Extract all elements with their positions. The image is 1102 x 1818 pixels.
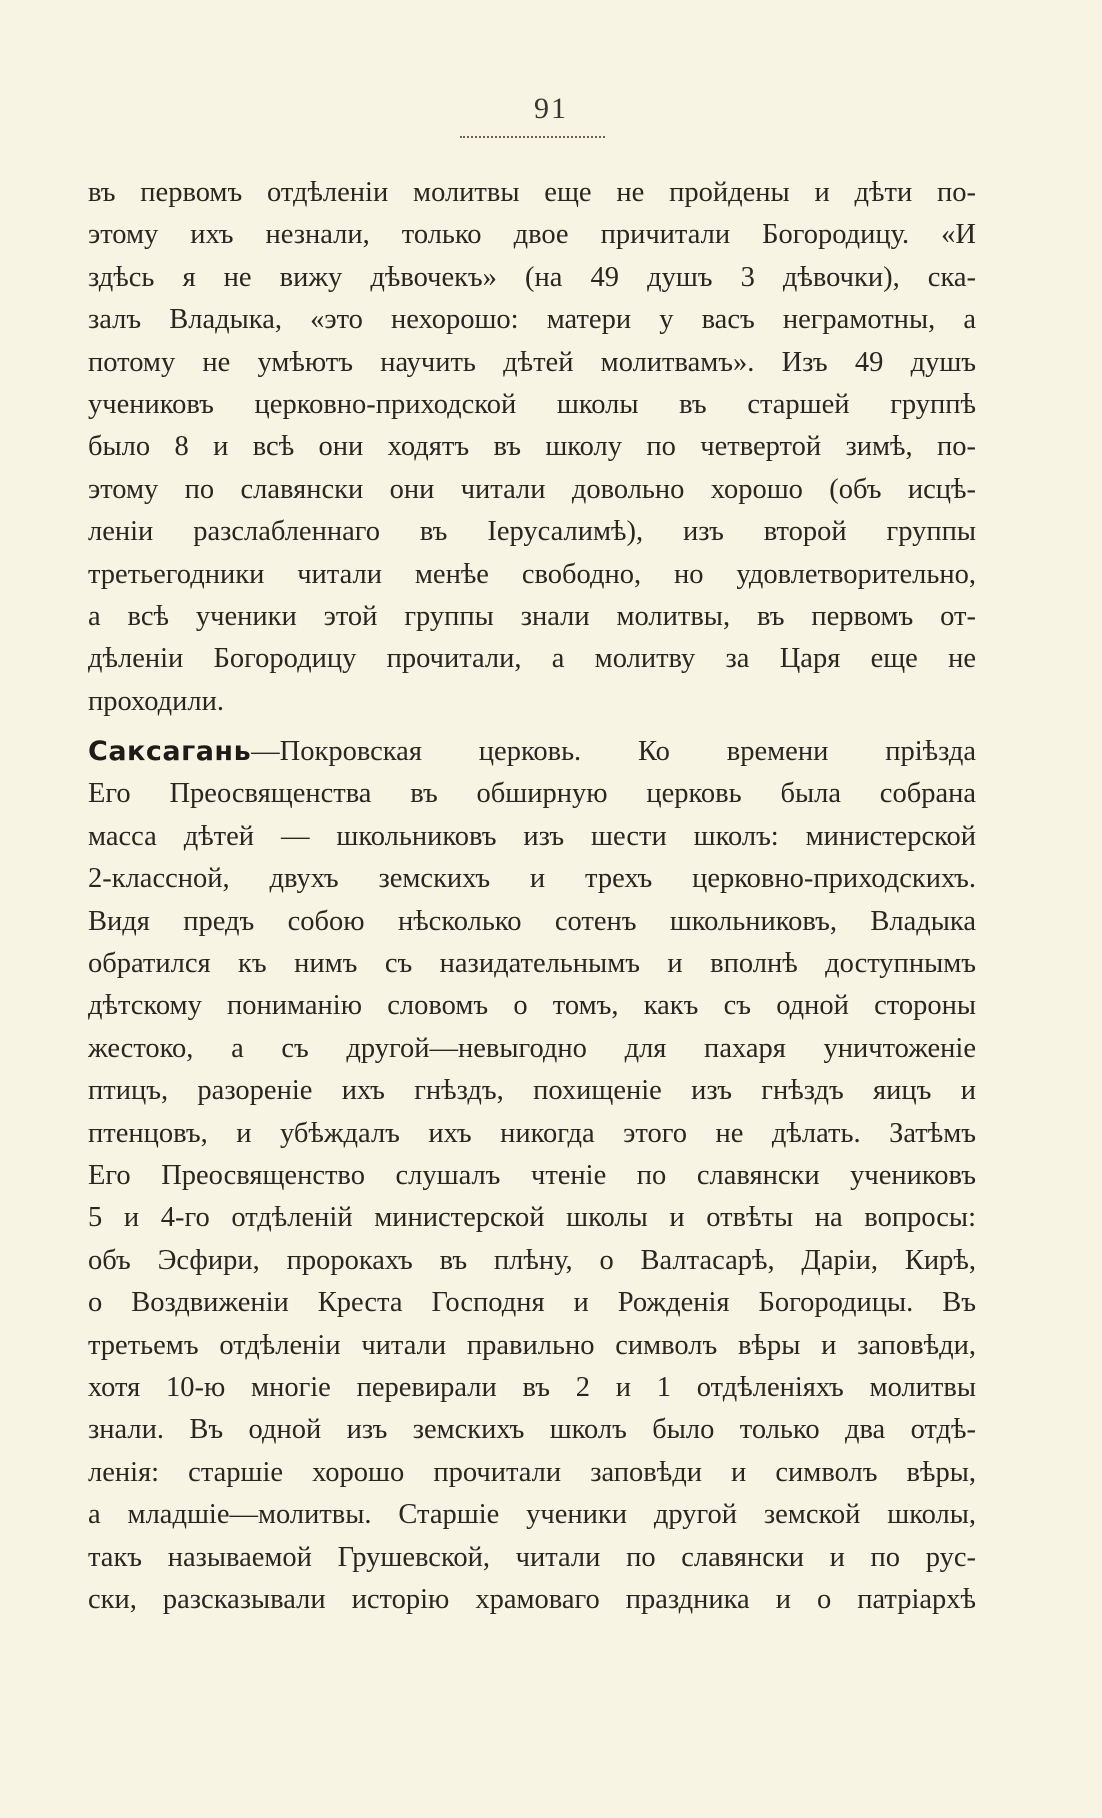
- text-line: а младшіе—молитвы. Старшіе ученики другой земской школы,: [88, 1499, 976, 1531]
- text-line: Его Преосвященства въ обширную церковь была собрана: [88, 778, 976, 810]
- text-line: дѣленіи Богородицу прочитали, а молитву за Царя еще не: [88, 643, 976, 675]
- text-line: ски, разсказывали исторію храмоваго праздника и о патріархѣ: [88, 1583, 976, 1615]
- text-line: такъ называемой Грушевской, читали по славянски и по рус-: [88, 1541, 976, 1573]
- text-line: а всѣ ученики этой группы знали молитвы, въ первомъ от-: [88, 600, 976, 632]
- text-line: Его Преосвященство слушалъ чтеніе по славянски учениковъ: [88, 1159, 976, 1191]
- text-line: знали. Въ одной изъ земскихъ школъ было только два отдѣ-: [88, 1414, 976, 1446]
- text-line: дѣтскому пониманію словомъ о томъ, какъ съ одной стороны: [88, 990, 976, 1022]
- text-line: птенцовъ, и убѣждалъ ихъ никогда этого не дѣлать. Затѣмъ: [88, 1117, 976, 1149]
- text-line: 5 и 4-го отдѣленій министерской школы и отвѣты на вопросы:: [88, 1202, 976, 1234]
- text-line: здѣсь я не вижу дѣвочекъ» (на 49 душъ 3 дѣвочки), ска-: [88, 261, 976, 293]
- text-line: потому не умѣютъ научить дѣтей молитвамъ». Изъ 49 душъ: [88, 346, 976, 378]
- text-line: проходили.: [88, 685, 224, 717]
- text-line: 2-классной, двухъ земскихъ и трехъ церковно-приходскихъ.: [88, 863, 976, 895]
- text-line: жестоко, а съ другой—невыгодно для пахаря уничтоженіе: [88, 1032, 976, 1064]
- paragraph-gap: [88, 723, 976, 731]
- place-name-heading: Саксагань: [88, 736, 252, 768]
- text-line: залъ Владыка, «это нехорошо: матери у васъ неграмотны, а: [88, 304, 976, 336]
- page-number: 91: [534, 92, 568, 125]
- text-line: этому ихъ незнали, только двое причитали Богородицу. «И: [88, 219, 976, 251]
- body-text: [88, 172, 976, 1621]
- header-rule: [460, 136, 605, 138]
- text-line: третьемъ отдѣленіи читали правильно символъ вѣры и заповѣди,: [88, 1329, 976, 1361]
- text-line: объ Эсфири, пророкахъ въ плѣну, о Валтасарѣ, Даріи, Кирѣ,: [88, 1244, 976, 1276]
- text-line: хотя 10-ю многіе перевирали въ 2 и 1 отдѣленіяхъ молитвы: [88, 1371, 976, 1403]
- text-line-rest: —Покровская церковь. Ко времени пріѣзда: [251, 736, 976, 768]
- text-line: о Воздвиженіи Креста Господня и Рожденія Богородицы. Въ: [88, 1287, 976, 1319]
- text-line-first: [88, 731, 976, 773]
- text-line: Видя предъ собою нѣсколько сотенъ школьниковъ, Владыка: [88, 905, 976, 937]
- text-line: ленія: старшіе хорошо прочитали заповѣди и символъ вѣры,: [88, 1456, 976, 1488]
- text-line: учениковъ церковно-приходской школы въ старшей группѣ: [88, 388, 976, 420]
- paragraph-1: [88, 172, 976, 723]
- text-line: леніи разслабленнаго въ Іерусалимѣ), изъ второй группы: [88, 516, 976, 548]
- text-line: масса дѣтей — школьниковъ изъ шести школъ: министерской: [88, 820, 976, 852]
- text-line: этому по славянски они читали довольно хорошо (объ исцѣ-: [88, 473, 976, 505]
- paragraph-2: [88, 731, 976, 1621]
- text-line: въ первомъ отдѣленіи молитвы еще не пройдены и дѣти по-: [88, 177, 976, 208]
- text-line: третьегодники читали менѣе свободно, но удовлетворительно,: [88, 558, 976, 590]
- text-line: птицъ, разореніе ихъ гнѣздъ, похищеніе изъ гнѣздъ яицъ и: [88, 1075, 976, 1107]
- text-line: было 8 и всѣ они ходятъ въ школу по четвертой зимѣ, по-: [88, 431, 976, 463]
- text-line: обратился къ нимъ съ назидательнымъ и вполнѣ доступнымъ: [88, 948, 976, 980]
